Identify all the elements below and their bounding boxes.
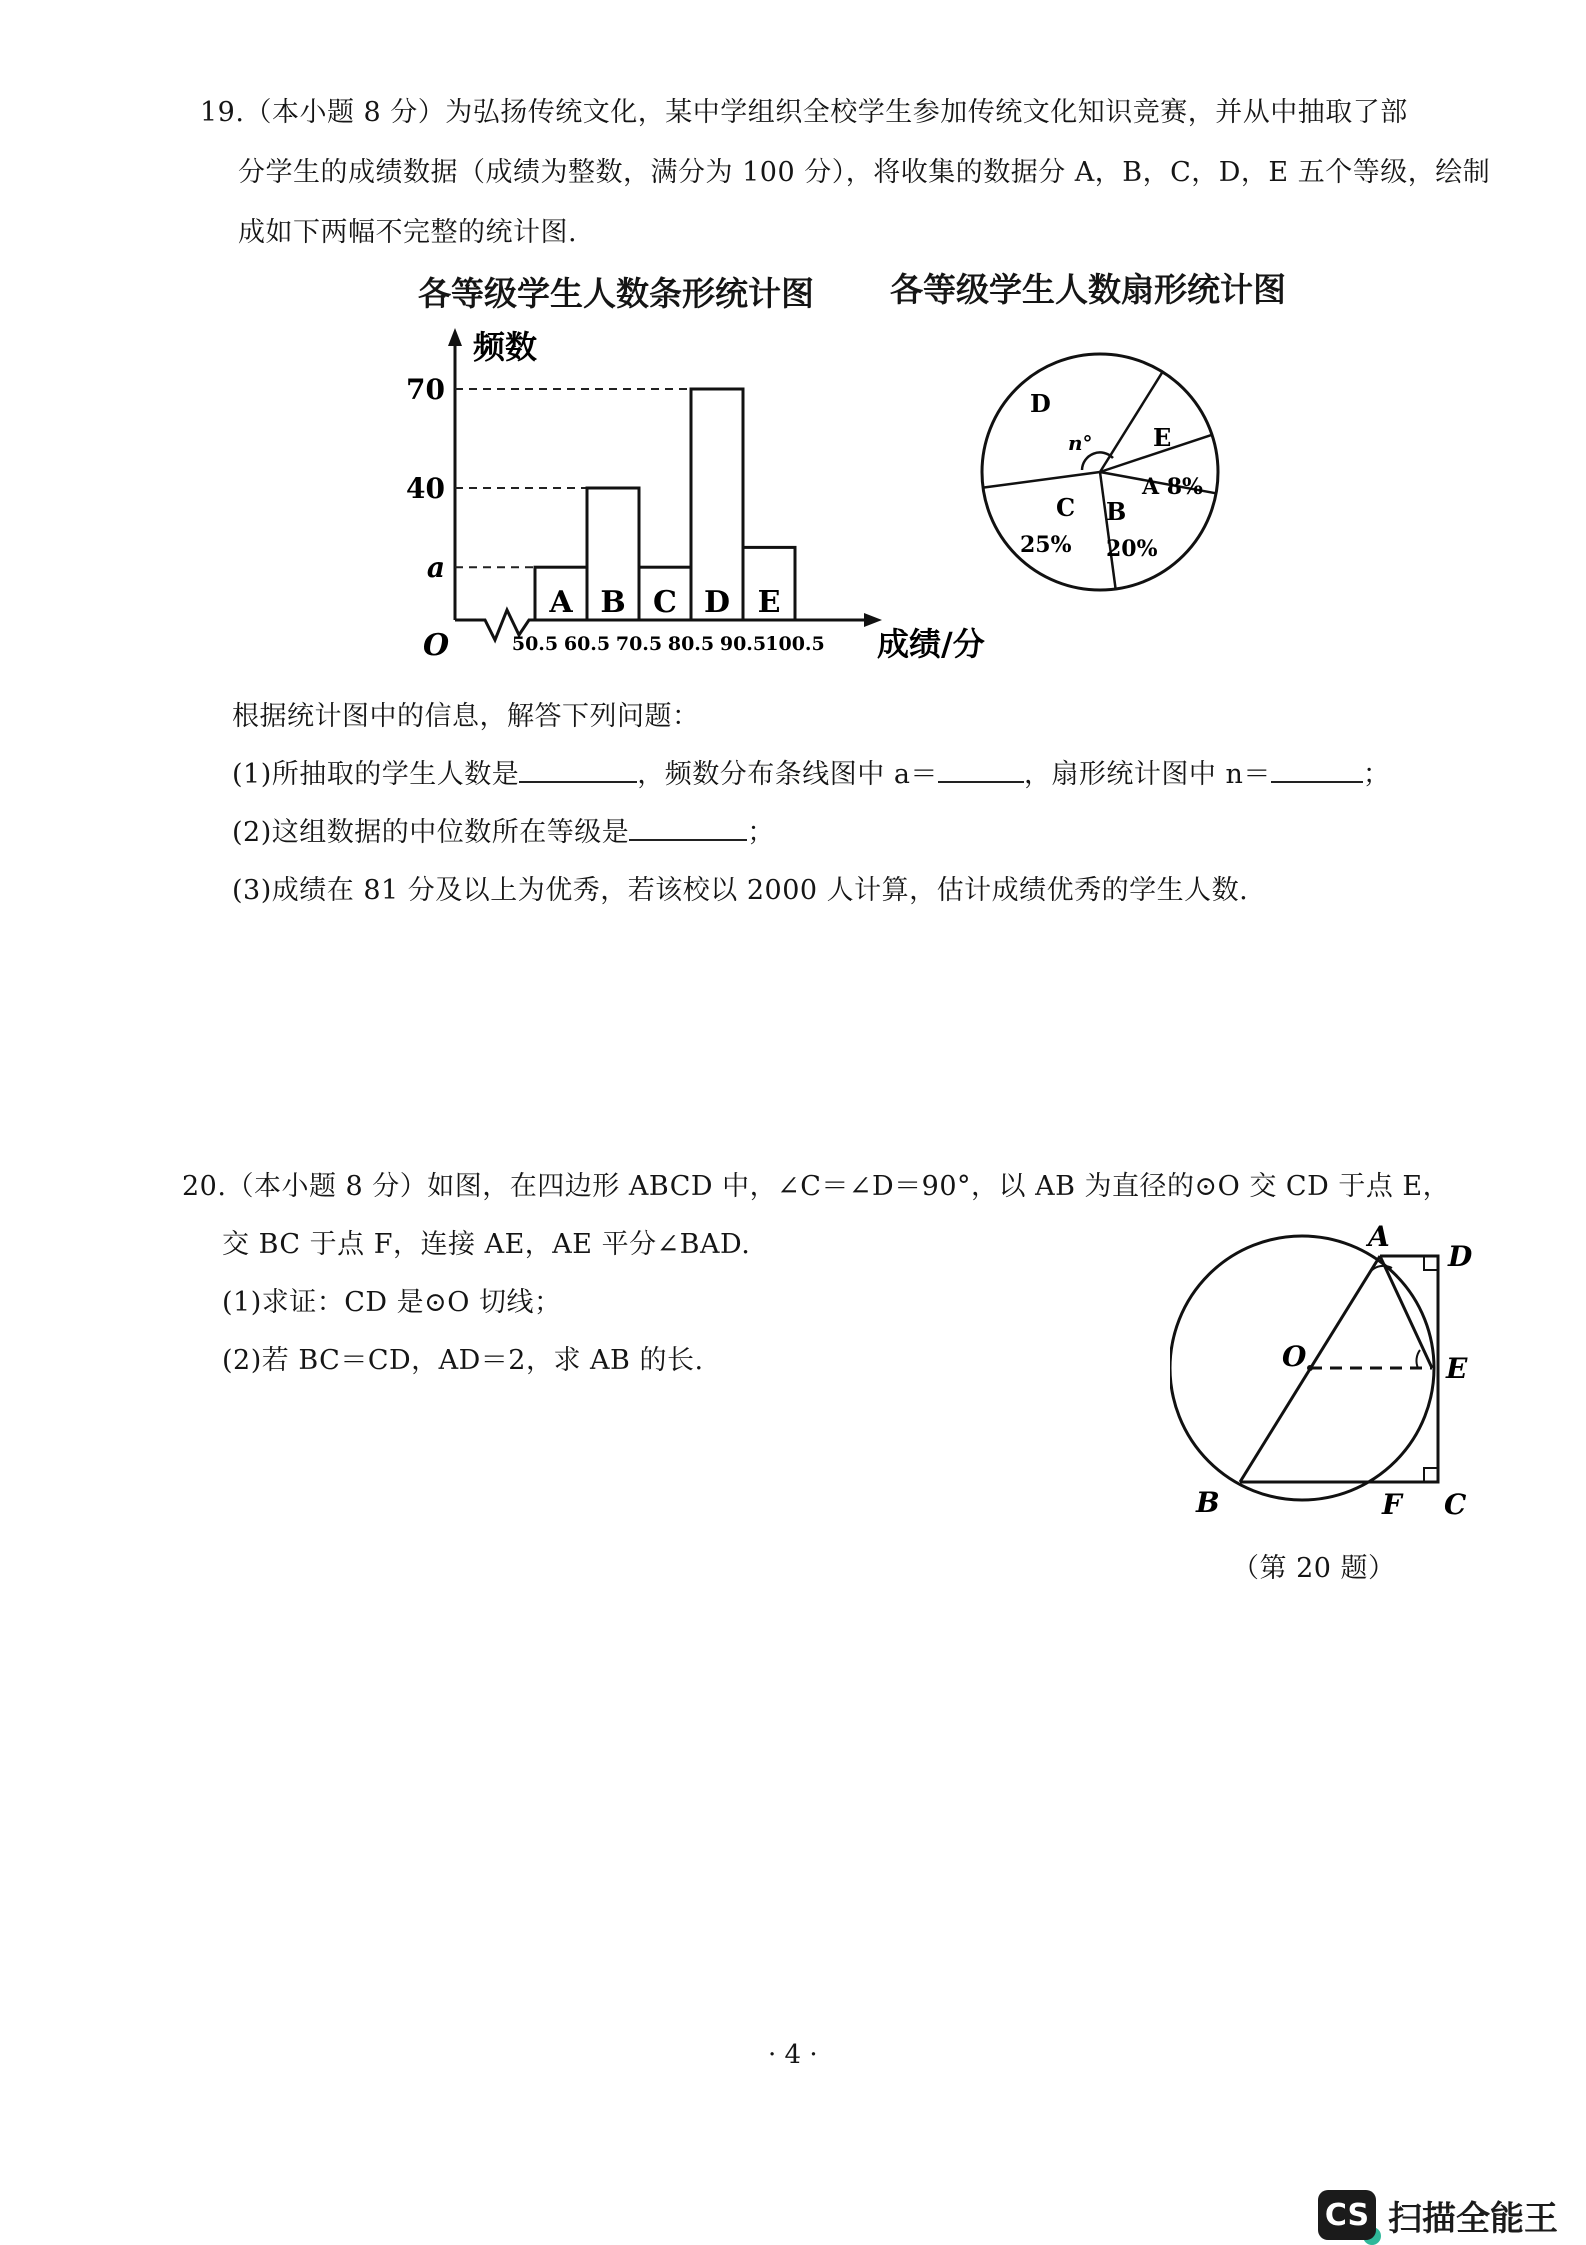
bar-chart-y-arrow	[448, 328, 462, 346]
pie-label-c: C	[1056, 493, 1076, 522]
right-angle-mark-c	[1424, 1468, 1438, 1482]
label-f: F	[1382, 1488, 1402, 1520]
q19-part1-text-a: (1)所抽取的学生人数是	[232, 759, 520, 790]
q19-line1: 19.（本小题 8 分）为弘扬传统文化，某中学组织全校学生参加传统文化知识竞赛，并从中抽取了部	[200, 97, 1408, 128]
q19-part1-end: ；	[1362, 759, 1391, 790]
pie-label-e: E	[1153, 423, 1172, 452]
bar-chart-xlabel: 成绩/分	[877, 625, 985, 663]
pie-label-d: D	[1030, 389, 1051, 418]
q19-part2	[232, 810, 775, 849]
geometry-figure	[1170, 1220, 1490, 1520]
q19-intro: 根据统计图中的信息，解答下列问题：	[232, 701, 700, 732]
bar-xtick-label: 100.5	[765, 633, 825, 655]
pie-chart	[970, 342, 1230, 602]
figure-caption: （第 20 题）	[1232, 1553, 1396, 1584]
bar-xtick-label: 80.5	[667, 633, 715, 655]
bar-xtick-label: 60.5	[563, 633, 611, 655]
q19-part1-text-b: ，频数分布条线图中 a＝	[637, 759, 938, 790]
bar-chart	[395, 320, 1015, 680]
right-angle-mark-d	[1424, 1256, 1438, 1270]
q19-line3: 成如下两幅不完整的统计图.	[238, 217, 578, 248]
q19-part1-text-c: ，扇形统计图中 n＝	[1023, 759, 1271, 790]
pie-label-b: B	[1106, 497, 1127, 526]
label-a: A	[1368, 1220, 1390, 1253]
pie-chart-title: 各等级学生人数扇形统计图	[890, 270, 1286, 309]
scanner-logo	[1318, 2190, 1558, 2240]
bar-ytick-label: 70	[406, 373, 445, 406]
center-point-o	[1307, 1365, 1313, 1371]
cs-logo-icon: CS	[1318, 2190, 1376, 2240]
bar-chart-origin: O	[423, 628, 450, 663]
q19-part1	[232, 752, 1390, 791]
answer-blank-a[interactable]	[938, 755, 1024, 783]
q20-part2: (2)若 BC＝CD，AD＝2，求 AB 的长.	[222, 1345, 704, 1376]
bar-xtick-label: 90.5	[719, 633, 767, 655]
label-d: D	[1448, 1240, 1473, 1273]
bar-xtick-label: 50.5	[511, 633, 559, 655]
q20-line1: 20.（本小题 8 分）如图，在四边形 ABCD 中，∠C＝∠D＝90°，以 AB 为直径的⊙O 交 CD 于点 E，	[182, 1171, 1451, 1202]
q19-part2-end: ；	[747, 817, 775, 848]
label-c: C	[1444, 1488, 1467, 1520]
q19-part3: (3)成绩在 81 分及以上为优秀，若该校以 2000 人计算，估计成绩优秀的学生人数.	[232, 875, 1249, 906]
bar-category-label: A	[549, 585, 573, 620]
q19-line2: 分学生的成绩数据（成绩为整数，满分为 100 分），将收集的数据分 A，B，C，D，E 五个等级，绘制	[238, 157, 1491, 188]
pie-angle-n: n°	[1068, 431, 1093, 455]
label-b: B	[1196, 1486, 1220, 1519]
bar-xtick-label: 70.5	[615, 633, 663, 655]
label-o: O	[1282, 1340, 1307, 1373]
pie-pct-b: 20%	[1106, 536, 1158, 562]
bar-ytick-label: 40	[406, 472, 445, 505]
bar-ytick-label: a	[426, 551, 445, 585]
angle-mark-e	[1416, 1350, 1420, 1368]
answer-blank-student-count[interactable]	[519, 755, 637, 783]
label-e: E	[1446, 1352, 1468, 1385]
logo-text: 扫描全能王	[1388, 2198, 1558, 2239]
answer-blank-median-grade[interactable]	[629, 813, 747, 841]
page-number: · 4 ·	[768, 2040, 818, 2070]
q19-part2-text: (2)这组数据的中位数所在等级是	[232, 817, 630, 848]
bar-category-label: C	[653, 585, 677, 620]
bar-category-label: D	[703, 585, 731, 620]
q20-line2: 交 BC 于点 F，连接 AE，AE 平分∠BAD.	[222, 1229, 751, 1260]
pie-label-a: A 8%	[1142, 474, 1203, 500]
q20-part1: (1)求证：CD 是⊙O 切线；	[222, 1287, 562, 1318]
bar-chart-title: 各等级学生人数条形统计图	[418, 274, 814, 313]
bar-category-label: B	[600, 585, 626, 620]
pie-pct-c: 25%	[1020, 532, 1072, 558]
segment-ae	[1380, 1256, 1432, 1368]
answer-blank-n[interactable]	[1271, 755, 1363, 783]
bar-category-label: E	[757, 585, 781, 620]
bar-chart-ylabel: 频数	[473, 328, 538, 366]
